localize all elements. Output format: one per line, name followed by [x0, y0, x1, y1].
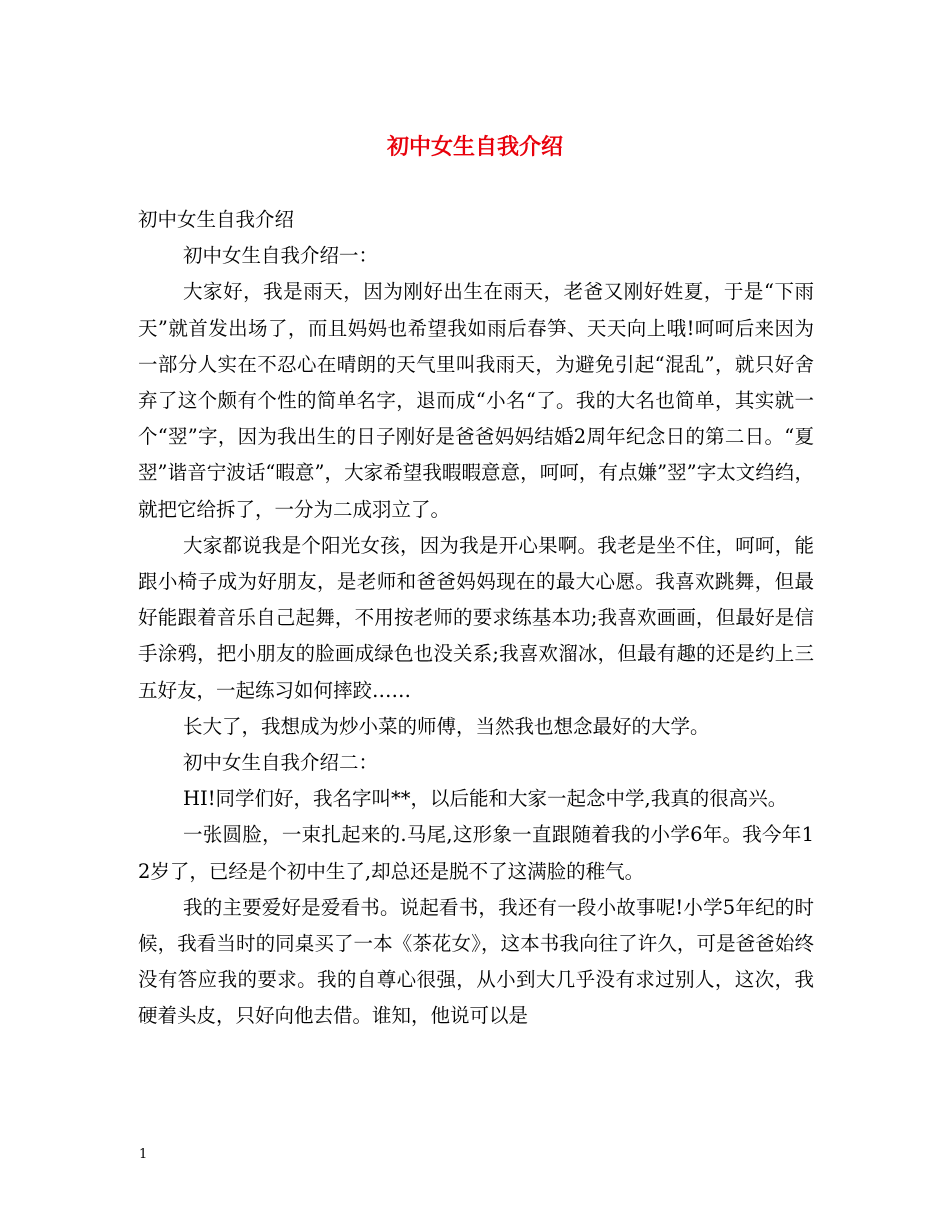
paragraph: 一张圆脸，一束扎起来的.马尾,这形象一直跟随着我的小学6年。我今年12岁了，已经是个初中生了,却总还是脱不了这满脸的稚气。 — [138, 823, 814, 883]
paragraph: 大家都说我是个阳光女孩，因为我是开心果啊。我老是坐不住，呵呵，能跟小椅子成为好朋友，是老师和爸爸妈妈现在的最大心愿。我喜欢跳舞，但最好能跟着音乐自己起舞，不用按老师的要求练基本功;我喜欢画画，但最好是信手涂鸦，把小朋友的脸画成绿色也没关系;我喜欢溜冰，但最有趣的还是约上三五好友，一起练习如何摔跤…… — [138, 533, 814, 702]
paragraph: 大家好，我是雨天，因为刚好出生在雨天，老爸又刚好姓夏，于是“下雨天”就首发出场了，而且妈妈也希望我如雨后春笋、天天向上哦!呵呵后来因为一部分人实在不忍心在晴朗的天气里叫我雨天，为避免引起“混乱”，就只好舍弃了这个颇有个性的简单名字，退而成“小名“了。我的大名也简单，其实就一个“翌”字，因为我出生的日子刚好是爸爸妈妈结婚2周年纪念日的第二日。“夏翌”谐音宁波话“暇意”，大家希望我暇暇意意，呵呵，有点嫌”翌”字太文绉绉，就把它给拆了，一分为二成羽立了。 — [138, 280, 814, 521]
document-body — [138, 202, 814, 1035]
paragraph: 初中女生自我介绍二： — [183, 751, 379, 775]
paragraph: 我的主要爱好是爱看书。说起看书，我还有一段小故事呢!小学5年纪的时候，我看当时的同桌买了一本《茶花女》，这本书我向往了许久，可是爸爸始终没有答应我的要求。我的自尊心很强，从小到大几乎没有求过别人，这次，我硬着头皮，只好向他去借。谁知，他说可以是 — [138, 895, 814, 1028]
paragraph: HI!同学们好，我名字叫**，以后能和大家一起念中学,我真的很高兴。 — [183, 787, 788, 811]
paragraph: 长大了，我想成为炒小菜的师傅，当然我也想念最好的大学。 — [183, 714, 710, 738]
paragraph: 初中女生自我介绍 — [138, 208, 295, 231]
document-title: 初中女生自我介绍 — [386, 134, 563, 160]
page-number: 1 — [139, 1147, 148, 1162]
paragraph: 初中女生自我介绍一： — [183, 244, 379, 268]
